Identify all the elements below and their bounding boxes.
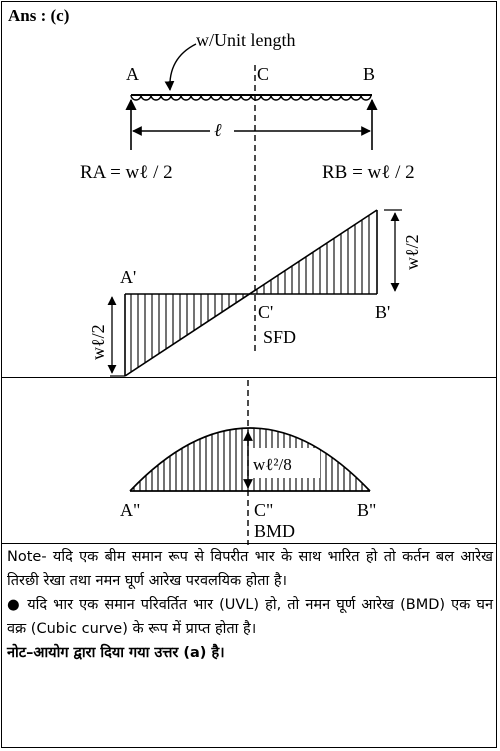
sfd-top-value: wℓ/2 [402, 234, 422, 270]
bending-moment-diagram [120, 380, 376, 545]
load-label: w/Unit length [196, 30, 296, 50]
answer-heading: Ans : (c) [8, 6, 70, 25]
bmd-point-b: B" [357, 500, 377, 520]
load-pointer-arrow [170, 44, 196, 90]
notes-section [7, 545, 493, 665]
bmd-max-value: wℓ²/8 [253, 455, 292, 474]
loaded-beam [80, 30, 415, 183]
span-label: ℓ [214, 120, 222, 140]
sfd-point-a: A' [120, 267, 137, 287]
sfd-bottom-value: wℓ/2 [88, 324, 108, 360]
sfd-title: SFD [263, 327, 297, 347]
sfd-point-b: B' [375, 302, 391, 322]
reaction-a-label: RA = wℓ / 2 [80, 162, 173, 183]
reaction-b-label: RB = wℓ / 2 [322, 162, 415, 183]
bmd-title: BMD [254, 521, 296, 541]
sfd-sloped-line [125, 210, 377, 376]
note-2: ● यदि भार एक समान परिवर्तित भार (UVL) हो, तो नमन घूर्ण आरेख (BMD) एक घन वक्र (Cubic curve) के रूप में प्राप्त होता है। [7, 597, 493, 637]
point-c-label: C [257, 64, 270, 84]
sfd-point-c: C' [258, 302, 274, 322]
shear-force-diagram [88, 210, 422, 376]
point-b-label: B [363, 64, 376, 84]
note-1: Note- यदि एक बीम समान रूप से विपरीत भार के साथ भारित हो तो कर्तन बल आरेख तिरछी रेखा तथा नमन घूर्ण आरेख परवलयिक होता है। [7, 549, 493, 589]
note-3: नोट–आयोग द्वारा दिया गया उत्तर (a) है। [7, 645, 225, 661]
bmd-point-c: C" [254, 500, 274, 520]
bmd-point-a: A" [120, 500, 141, 520]
point-a-label: A [126, 64, 139, 84]
